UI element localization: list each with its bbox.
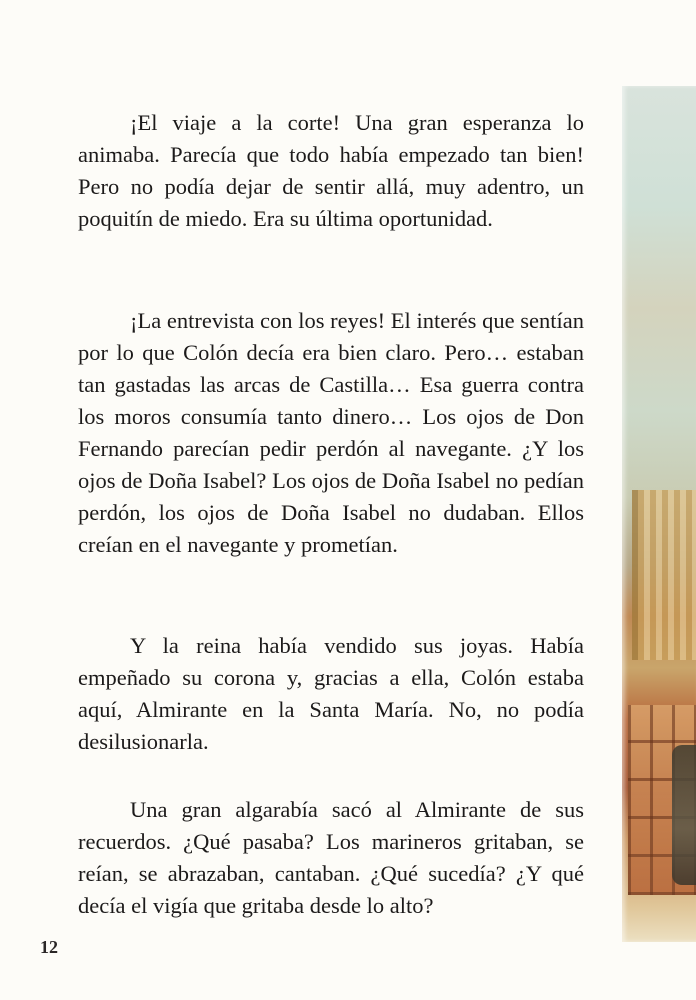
page-number: 12 bbox=[40, 937, 58, 957]
paragraph-4: Una gran algarabía sacó al Almirante de sus recuerdos. ¿Qué pasaba? Los marineros gritaban, se reían, se abrazaban, cantaban. ¿Qué sucedía? ¿Y qué decía el vigía que gritaba desde lo alto? bbox=[78, 797, 584, 918]
paragraph-3: Y la reina había vendido sus joyas. Había empeñado su corona y, gracias a ella, Colón estaba aquí, Almirante en la Santa María. No, no podía desilusionarla. bbox=[78, 633, 584, 754]
paragraph-2: ¡La entrevista con los reyes! El interés que sentían por lo que Colón decía era bien claro. Pero… estaban tan gastadas las arcas de Castilla… Esa guerra contra los moros consumía tanto dinero… Los ojos de Don Fernando parecían pedir perdón al navegante. ¿Y los ojos de Doña Isabel? Los ojos de Doña Isabel no pedían perdón, los ojos de Doña Isabel no dudaban. Ellos creían en el navegante y prometían. bbox=[78, 308, 584, 557]
illustration-throne-detail bbox=[632, 490, 696, 660]
paragraph-1: ¡El viaje a la corte! Una gran esperanza lo animaba. Parecía que todo había empezado tan bien! Pero no podía dejar de sentir allá, muy adentro, un poquitín de miedo. Era su última oportunidad. bbox=[78, 110, 584, 231]
illustration-figure bbox=[672, 745, 696, 885]
